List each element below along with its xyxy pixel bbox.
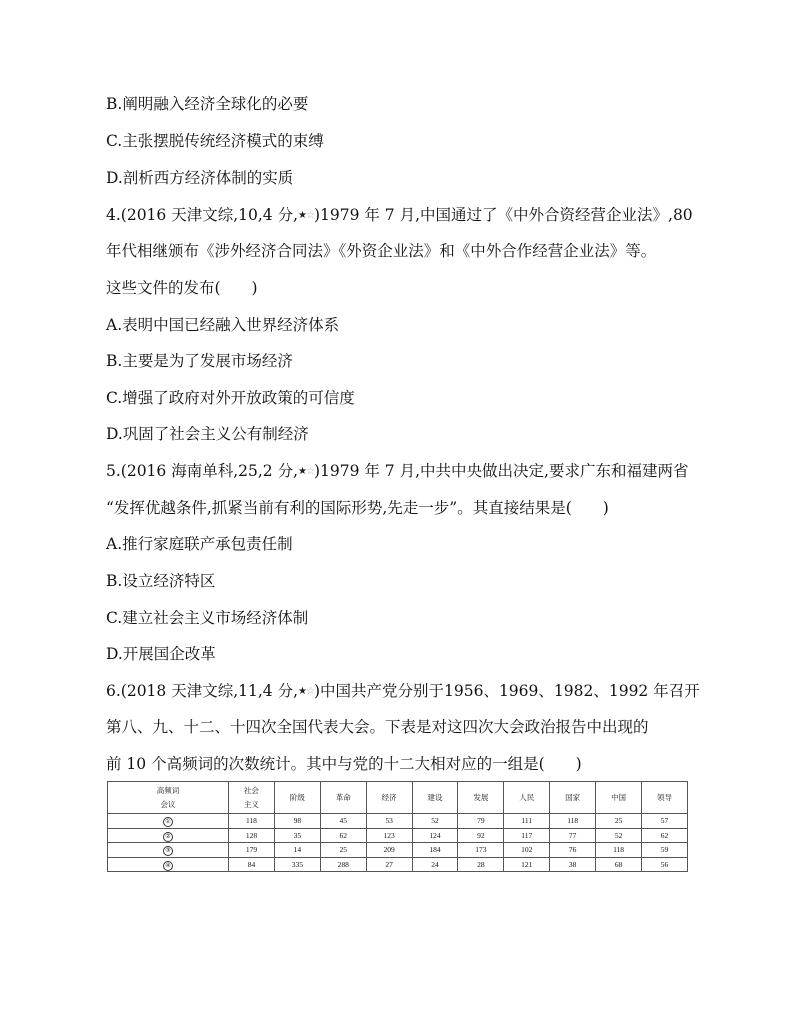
table-cell: 184: [412, 843, 458, 858]
table-cell: 57: [642, 814, 688, 829]
row-label: [108, 828, 229, 843]
table-cell: 52: [412, 814, 458, 829]
table-cell: 92: [458, 828, 504, 843]
column-header: 发展: [458, 782, 504, 814]
table-cell: 79: [458, 814, 504, 829]
corner-top-label: 高频词: [156, 785, 180, 795]
circled-number: ③: [163, 846, 173, 856]
question-6-source: 6.(2018 天津文综,11,4 分,: [106, 682, 299, 700]
table-cell: 173: [458, 843, 504, 858]
column-header: 革命: [320, 782, 366, 814]
table-cell: 111: [504, 814, 550, 829]
table-cell: 25: [596, 814, 642, 829]
option-5b: B.设立经济特区: [106, 572, 216, 590]
table-cell: 98: [274, 814, 320, 829]
option-4c: C.增强了政府对外开放政策的可信度: [106, 389, 355, 407]
table-cell: 118: [229, 814, 275, 829]
word-frequency-table: [107, 781, 688, 872]
table-cell: 77: [550, 828, 596, 843]
question-5-line-2: “发挥优越条件,抓紧当前有利的国际形势,先走一步”。其直接结果是( ): [106, 499, 609, 517]
option-5a: A.推行家庭联产承包责任制: [106, 535, 293, 553]
column-header: 建设: [412, 782, 458, 814]
table-row: [108, 843, 688, 858]
column-header: 人民: [504, 782, 550, 814]
table-cell: 209: [366, 843, 412, 858]
table-cell: 288: [320, 857, 366, 872]
column-header: 阶级: [274, 782, 320, 814]
option-4a: A.表明中国已经融入世界经济体系: [106, 316, 340, 334]
column-header: 社会 主义: [229, 782, 275, 814]
table-cell: 124: [412, 828, 458, 843]
star-empty-icon: ☆: [305, 466, 314, 477]
table-cell: 59: [642, 843, 688, 858]
star-empty-icon: ☆: [305, 210, 314, 221]
table-cell: 68: [596, 857, 642, 872]
column-header: 中国: [596, 782, 642, 814]
row-label: [108, 843, 229, 858]
table-cell: 128: [229, 828, 275, 843]
table-cell: 52: [596, 828, 642, 843]
table-cell: 102: [504, 843, 550, 858]
option-4b: B.主要是为了发展市场经济: [106, 352, 293, 370]
star-filled-icon: ★: [298, 466, 306, 477]
row-label: [108, 814, 229, 829]
question-5-source: 5.(2016 海南单科,25,2 分,: [106, 462, 299, 480]
table-cell: 14: [274, 843, 320, 858]
row-label: [108, 857, 229, 872]
table-cell: 118: [596, 843, 642, 858]
corner-bottom-label: 会议: [160, 799, 176, 809]
table-row: [108, 828, 688, 843]
difficulty-stars: [298, 210, 314, 221]
column-header: 经济: [366, 782, 412, 814]
question-4-line-3: 这些文件的发布( ): [106, 279, 258, 297]
table-cell: 35: [274, 828, 320, 843]
table-cell: 27: [366, 857, 412, 872]
question-6-line-1: [106, 681, 700, 702]
question-6-line-2: 第八、九、十二、十四次全国代表大会。下表是对这四次大会政治报告中出现的: [106, 718, 649, 736]
circled-number: ②: [163, 832, 173, 842]
table-cell: 179: [229, 843, 275, 858]
circled-number: ①: [163, 817, 173, 827]
difficulty-stars: [298, 686, 314, 697]
table-header-row: [108, 782, 688, 814]
option-4d: D.巩固了社会主义公有制经济: [106, 425, 309, 443]
question-4-source: 4.(2016 天津文综,10,4 分,: [106, 206, 299, 224]
table-cell: 56: [642, 857, 688, 872]
table-cell: 117: [504, 828, 550, 843]
question-5-stem: )1979 年 7 月,中共中央做出决定,要求广东和福建两省: [313, 462, 689, 480]
option-3c: C.主张摆脱传统经济模式的束缚: [106, 132, 324, 150]
table-cell: 62: [320, 828, 366, 843]
option-3b: B.阐明融入经济全球化的必要: [106, 95, 309, 113]
table-corner-cell: [108, 782, 229, 814]
table-cell: 84: [229, 857, 275, 872]
table-cell: 28: [458, 857, 504, 872]
option-5c: C.建立社会主义市场经济体制: [106, 609, 309, 627]
circled-number: ④: [163, 861, 173, 871]
table-row: [108, 814, 688, 829]
table-cell: 25: [320, 843, 366, 858]
question-4-line-1: [106, 205, 693, 226]
question-4-stem: )1979 年 7 月,中国通过了《中外合资经营企业法》,80: [313, 206, 693, 224]
column-header: 领导: [642, 782, 688, 814]
table-cell: 62: [642, 828, 688, 843]
table-cell: 335: [274, 857, 320, 872]
question-4-line-2: 年代相继颁布《涉外经济合同法》《外资企业法》和《中外合作经营企业法》等。: [106, 242, 657, 260]
table-row: [108, 857, 688, 872]
table-cell: 45: [320, 814, 366, 829]
table-cell: 53: [366, 814, 412, 829]
table-cell: 121: [504, 857, 550, 872]
table-cell: 118: [550, 814, 596, 829]
option-3d: D.剖析西方经济体制的实质: [106, 169, 294, 187]
column-header: 国家: [550, 782, 596, 814]
question-6-stem: )中国共产党分别于1956、1969、1982、1992 年召开: [313, 682, 700, 700]
table-cell: 38: [550, 857, 596, 872]
star-filled-icon: ★: [298, 686, 306, 697]
table-cell: 76: [550, 843, 596, 858]
star-filled-icon: ★: [298, 210, 306, 221]
option-5d: D.开展国企改革: [106, 645, 216, 663]
question-6-line-3: 前 10 个高频词的次数统计。其中与党的十二大相对应的一组是( ): [106, 755, 582, 773]
table-cell: 24: [412, 857, 458, 872]
star-empty-icon: ☆: [305, 686, 314, 697]
question-5-line-1: [106, 461, 688, 482]
table-cell: 123: [366, 828, 412, 843]
difficulty-stars: [298, 466, 314, 477]
